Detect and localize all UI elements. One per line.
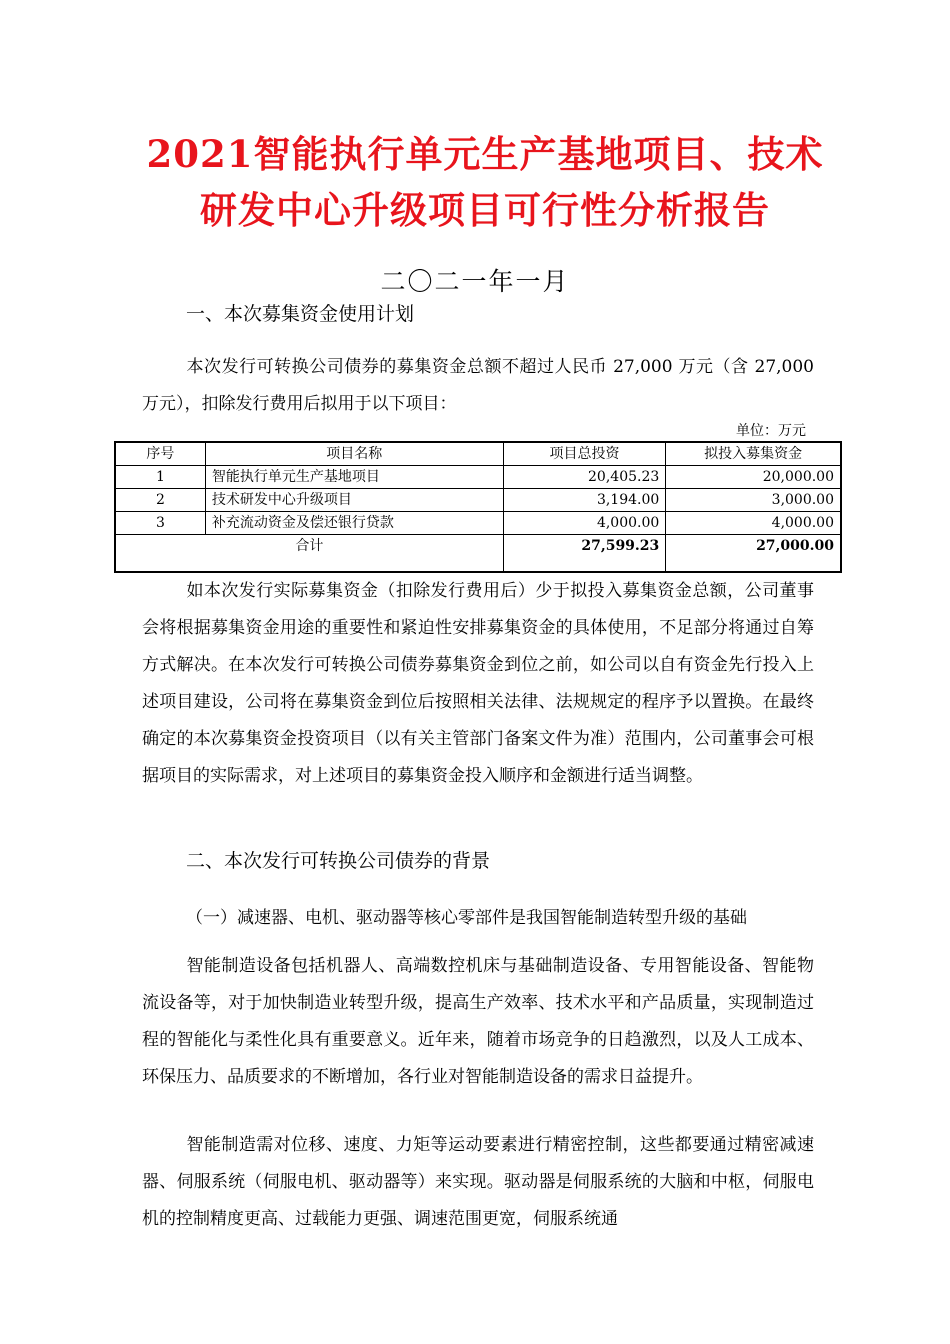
subsection1-heading: （一）减速器、电机、驱动器等核心零部件是我国智能制造转型升级的基础 [186, 908, 747, 928]
row-raise: 4,000.00 [666, 512, 841, 535]
section1-paragraph-text: 本次发行可转换公司债券的募集资金总额不超过人民币 27,000 万元（含 27,000 万元），扣除发行费用后拟用于以下项目： [142, 357, 814, 414]
row-no: 1 [115, 466, 205, 489]
row-total: 20,405.23 [503, 466, 666, 489]
row-name: 技术研发中心升级项目 [205, 489, 503, 512]
fund-usage-table [114, 441, 842, 573]
row-no: 3 [115, 512, 205, 535]
row-name: 补充流动资金及偿还银行贷款 [205, 512, 503, 535]
section1-heading: 一、本次募集资金使用计划 [186, 303, 415, 325]
table-row [115, 466, 841, 489]
section1-paragraph-2-text: 如本次发行实际募集资金（扣除发行费用后）少于拟投入募集资金总额，公司董事会将根据募集资金用途的重要性和紧迫性安排募集资金的具体使用，不足部分将通过自筹方式解决。在本次发行可转换公司债券募集资金到位之前，如公司以自有资金先行投入上述项目建设，公司将在募集资金到位后按照相关法律、法规规定的程序予以置换。在最终确定的本次募集资金投资项目（以有关主管部门备案文件为准）范围内，公司董事会可根据项目的实际需求，对上述项目的募集资金投入顺序和金额进行适当调整。 [142, 581, 814, 786]
table-header-row [115, 442, 841, 466]
sum-raise: 27,000.00 [666, 535, 841, 573]
sum-label: 合计 [115, 535, 503, 573]
row-no: 2 [115, 489, 205, 512]
section2-heading: 二、本次发行可转换公司债券的背景 [186, 850, 491, 872]
table-row [115, 512, 841, 535]
title-line-1: 2021智能执行单元生产基地项目、技术 [146, 132, 824, 176]
section1-paragraph [142, 349, 814, 423]
header-raise: 拟投入募集资金 [666, 442, 841, 466]
row-raise: 20,000.00 [666, 466, 841, 489]
section2-paragraph-2-text: 智能制造需对位移、速度、力矩等运动要素进行精密控制，这些都要通过精密减速器、伺服系统（伺服电机、驱动器等）来实现。驱动器是伺服系统的大脑和中枢，伺服电机的控制精度更高、过载能力更强、调速范围更宽，伺服系统通 [142, 1135, 814, 1229]
section2-paragraph-2 [142, 1127, 814, 1238]
row-raise: 3,000.00 [666, 489, 841, 512]
row-total: 4,000.00 [503, 512, 666, 535]
header-total: 项目总投资 [503, 442, 666, 466]
section1-paragraph-2 [142, 573, 814, 795]
unit-label: 单位：万元 [736, 423, 806, 439]
title-line-2: 研发中心升级项目可行性分析报告 [200, 188, 770, 232]
section2-paragraph-1-text: 智能制造设备包括机器人、高端数控机床与基础制造设备、专用智能设备、智能物流设备等，对于加快制造业转型升级，提高生产效率、技术水平和产品质量，实现制造过程的智能化与柔性化具有重要意义。近年来，随着市场竞争的日趋激烈，以及人工成本、环保压力、品质要求的不断增加，各行业对智能制造设备的需求日益提升。 [142, 956, 814, 1087]
table-sum-row [115, 535, 841, 573]
row-total: 3,194.00 [503, 489, 666, 512]
header-name: 项目名称 [205, 442, 503, 466]
sum-total: 27,599.23 [503, 535, 666, 573]
table-row [115, 489, 841, 512]
section2-paragraph-1 [142, 948, 814, 1096]
document-date: 二〇二一年一月 [380, 267, 570, 296]
row-name: 智能执行单元生产基地项目 [205, 466, 503, 489]
document-title [100, 126, 870, 238]
header-no: 序号 [115, 442, 205, 466]
